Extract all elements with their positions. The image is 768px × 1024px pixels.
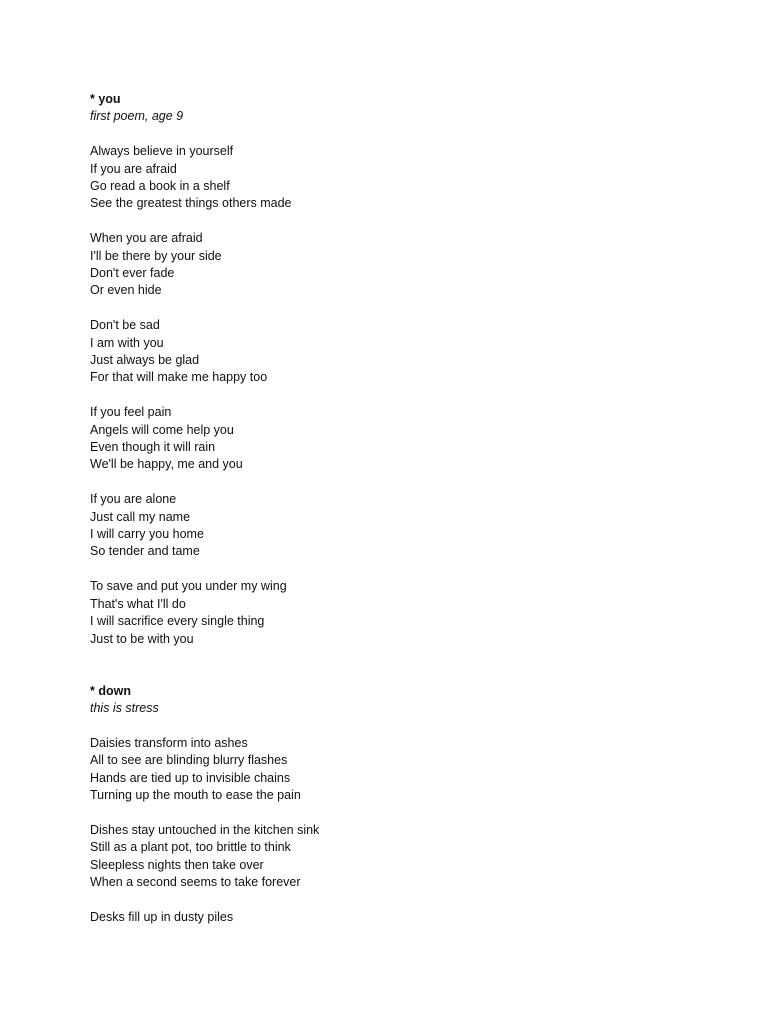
poem-line: Just always be glad [90,353,200,368]
poem-line: Angels will come help you [90,422,234,437]
poem-title: * down [90,683,131,698]
stanza [90,822,690,892]
poem-subtitle: first poem, age 9 [90,109,184,124]
poem-title: * you [90,92,121,106]
poem-line: So tender and tame [90,544,200,559]
poem-line: I will sacrifice every single thing [90,614,265,629]
stanza [90,317,690,387]
poem-line: Just call my name [90,509,191,524]
poem-line: We'll be happy, me and you [90,457,243,472]
poem-line: When a second seems to take forever [90,874,301,889]
poem-line: See the greatest things others made [90,196,292,211]
poem-line: Still as a plant pot, too brittle to think [90,840,291,855]
poem-line: If you feel pain [90,405,172,420]
poem-line: All to see are blinding blurry flashes [90,753,288,768]
poem-line: If you are alone [90,492,177,507]
poem-line: Desks fill up in dusty piles [90,909,234,924]
poem-line: Or even hide [90,283,162,298]
poem-line: I will carry you home [90,527,204,542]
poem-line: Always believe in yourself [90,144,234,159]
poem-line: Hands are tied up to invisible chains [90,770,291,785]
poem-line: To save and put you under my wing [90,579,287,594]
stanza [90,404,690,474]
poem-line: Even though it will rain [90,440,216,455]
stanza [90,578,690,648]
poem-line: Don't be sad [90,318,160,333]
poem-subtitle: this is stress [90,700,159,715]
poem-line: If you are afraid [90,161,177,176]
stanza [90,230,690,300]
poem-line: Go read a book in a shelf [90,179,230,194]
stanza [90,491,690,561]
poem-line: For that will make me happy too [90,370,268,385]
poem-line: Sleepless nights then take over [90,857,264,872]
poem-line: Daisies transform into ashes [90,735,248,750]
poem-line: Don't ever fade [90,266,175,281]
poem-down [90,683,690,927]
poem-line: Dishes stay untouched in the kitchen sink [90,822,320,837]
poem-line: When you are afraid [90,231,203,246]
poem-line: That's what I'll do [90,596,186,611]
stanza [90,143,690,213]
poem-you [90,91,690,648]
document-page [90,91,690,926]
stanza [90,735,690,805]
poem-line: I'll be there by your side [90,248,222,263]
poem-line: Just to be with you [90,631,194,646]
stanza [90,909,690,926]
poem-line: I am with you [90,335,164,350]
poem-line: Turning up the mouth to ease the pain [90,787,301,802]
